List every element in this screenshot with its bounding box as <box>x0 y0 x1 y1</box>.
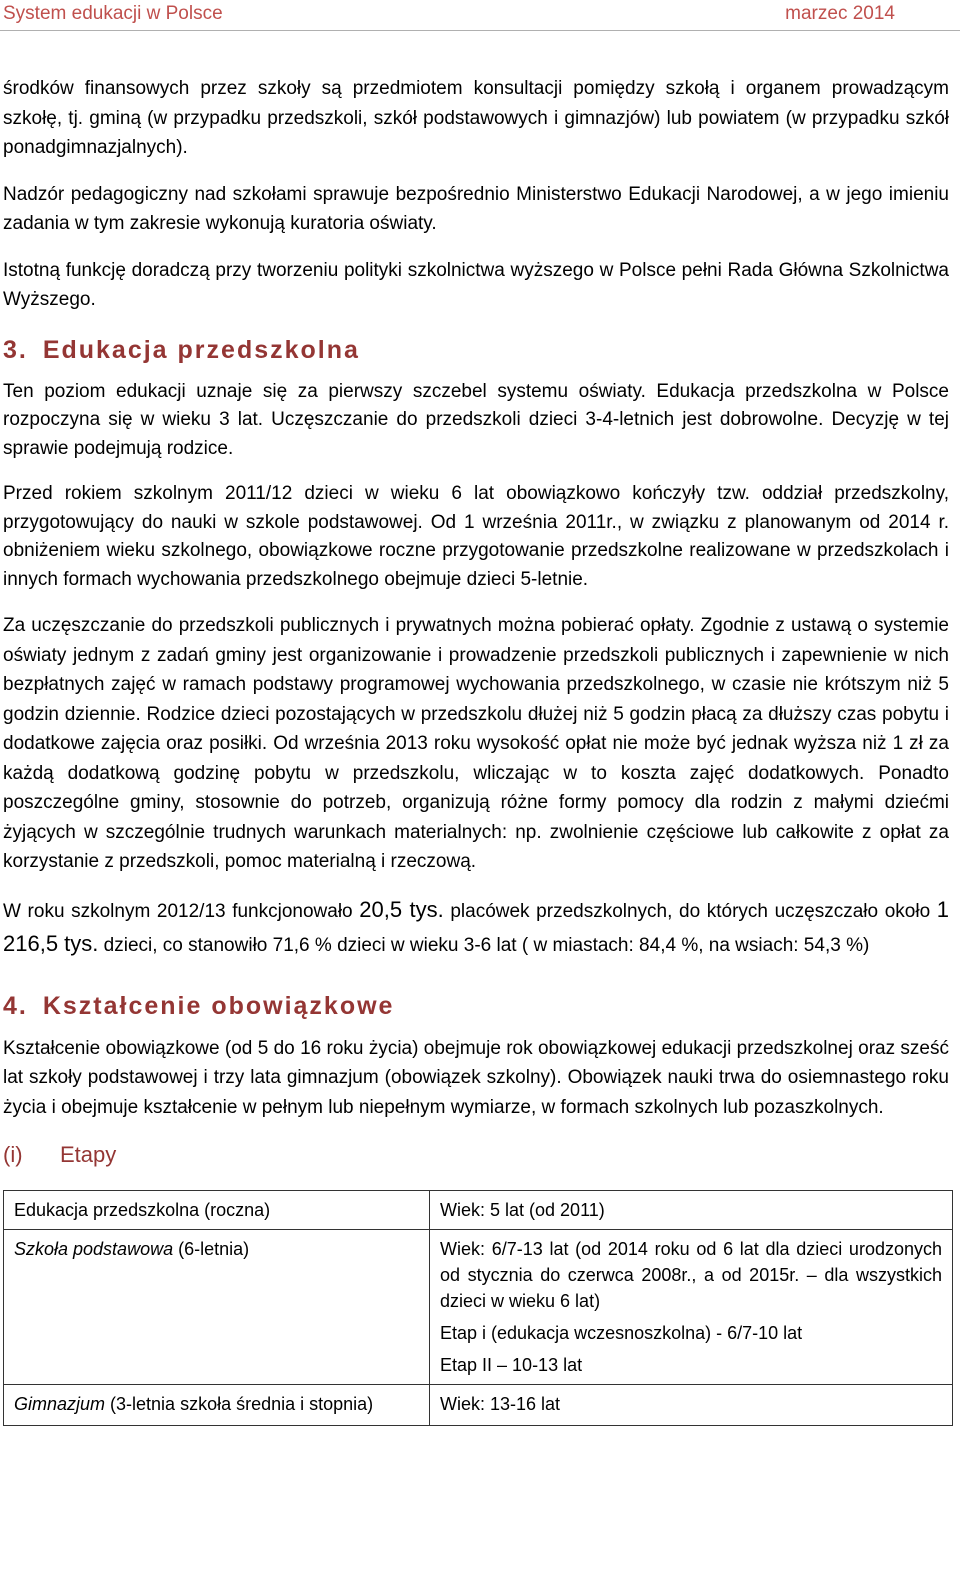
subsection-title: Etapy <box>60 1142 117 1167</box>
school-type-primary: Szkoła podstawowa <box>14 1239 174 1259</box>
document-title: System edukacji w Polsce <box>3 3 223 24</box>
school-type-gimnazjum: Gimnazjum <box>14 1394 106 1414</box>
school-type-gimnazjum-note: (3-letnia szkoła średnia i stopnia) <box>105 1394 374 1414</box>
school-type-primary-note: (6-letnia) <box>173 1239 250 1259</box>
stats-text-e: dzieci, co stanowiło 71,6 % dzieci w wieku 3-6 lat ( w miastach: 84,4 %, na wsiach: 54,3 %) <box>98 934 870 956</box>
document-body <box>3 74 949 1426</box>
paragraph-preschool-intro: Ten poziom edukacji uznaje się za pierwszy szczebel systemu oświaty. Edukacja przedszkolna w Polsce rozpoczyna się w wieku 3 lat. Uczęszczanie do przedszkoli dzieci 3-4-letnich jest dobrowolne. Decyzję w tej sprawie podejmują rodzice. <box>3 380 949 459</box>
section-4-title: Kształcenie obowiązkowe <box>42 991 395 1020</box>
stats-text-a: W roku szkolnym 2012/13 funkcjonowało <box>3 900 360 922</box>
table-cell: Edukacja przedszkolna (roczna) <box>4 1191 430 1230</box>
table-row <box>4 1191 953 1230</box>
stats-facilities-count: 20,5 tys. <box>359 896 444 922</box>
table-cell: Wiek: 13-16 lat <box>430 1385 953 1426</box>
section-4-number: 4. <box>3 991 28 1020</box>
table-row <box>4 1230 953 1385</box>
stages-table <box>3 1190 953 1426</box>
subsection-stages-heading <box>3 1140 949 1170</box>
paragraph-supervision: Nadzór pedagogiczny nad szkołami sprawuje bezpośrednio Ministerstwo Edukacji Narodowej, a w jego imieniu zadania w tym zakresie wykonują kuratoria oświaty. <box>3 183 949 234</box>
paragraph-advisory: Istotną funkcję doradczą przy tworzeniu polityki szkolnictwa wyższego w Polsce pełni Rada Główna Szkolnictwa Wyższego. <box>3 259 949 310</box>
subsection-number: (i) <box>3 1142 23 1167</box>
primary-stage-1: Etap i (edukacja wczesnoszkolna) - 6/7-10 lat <box>440 1323 803 1343</box>
paragraph-preschool-stats <box>3 894 949 962</box>
table-row <box>4 1385 953 1426</box>
section-4-heading <box>3 988 949 1024</box>
section-3-number: 3. <box>3 335 28 364</box>
primary-age-note: Wiek: 6/7-13 lat (od 2014 roku od 6 lat dla dzieci urodzonych od stycznia do czerwca 2008r., a od 2015r. – dla wszystkich dzieci w wieku 6 lat) <box>440 1239 942 1311</box>
section-3-heading <box>3 332 949 368</box>
paragraph-compulsory: Kształcenie obowiązkowe (od 5 do 16 roku życia) obejmuje rok obowiązkowej edukacji przedszkolnej oraz sześć lat szkoły podstawowej i trzy lata gimnazjum (obowiązek szkolny). Obowiązek nauki trwa do osiemnastego roku życia i obejmuje kształcenie w pełnym lub niepełnym wymiarze, w formach szkolnych lub pozaszkolnych. <box>3 1037 949 1118</box>
primary-stage-2: Etap II – 10-13 lat <box>440 1355 583 1375</box>
table-cell: Wiek: 5 lat (od 2011) <box>430 1191 953 1230</box>
stats-children-count: 1 216,5 tys. <box>3 896 949 956</box>
page-header <box>0 0 960 31</box>
paragraph-funding: środków finansowych przez szkoły są przedmiotem konsultacji pomiędzy szkołą i organem prowadzącym szkołę, tj. gminą (w przypadku przedszkoli, szkół podstawowych i gimnazjów) lub powiatem (w przypadku szkół ponadgimnazjalnych). <box>3 78 949 158</box>
document-date: marzec 2014 <box>785 3 895 24</box>
paragraph-preschool-history: Przed rokiem szkolnym 2011/12 dzieci w wieku 6 lat obowiązkowo kończyły tzw. oddział przedszkolny, przygotowujący do nauki w szkole podstawowej. Od 1 września 2011r., w związku z planowanym od 2014 r. obniżeniem wieku szkolnego, obowiązkowe roczne przygotowanie przedszkolne realizowane w przedszkolach i innych formach wychowania przedszkolnego obejmuje dzieci 5-letnie. <box>3 483 949 590</box>
table-cell <box>430 1230 953 1385</box>
section-3-title: Edukacja przedszkolna <box>42 335 360 364</box>
table-cell <box>4 1385 430 1426</box>
stats-text-c: placówek przedszkolnych, do których uczęszczało około <box>443 900 937 922</box>
paragraph-preschool-fees: Za uczęszczanie do przedszkoli publicznych i prywatnych można pobierać opłaty. Zgodnie z ustawą o systemie oświaty jednym z zadań gminy jest organizowanie i prowadzenie przedszkoli publicznych i zapewnienie w nich bezpłatnych zajęć w ramach podstawy programowej wychowania przedszkolnego, w czasie nie krótszym niż 5 godzin dziennie. Rodzice dzieci pozostających w przedszkolu dłużej niż 5 godzin płacą za dłuższy czas pobytu i dodatkowe zajęcia oraz posiłki. Od września 2013 roku wysokość opłat nie może być jednak wyższa niż 1 zł za każdą dodatkową godzinę pobytu w przedszkolu, wliczając w to koszta zajęć dodatkowych. Ponadto poszczególne gminy, stosownie do potrzeb, organizują różne formy pomocy dla rodzin z małymi dziećmi żyjących w szczególnie trudnych warunkach materialnych: np. zwolnienie częściowe lub całkowite z opłat za korzystanie z przedszkoli, pomoc materialną i rzeczową. <box>3 615 949 872</box>
table-cell <box>4 1230 430 1385</box>
